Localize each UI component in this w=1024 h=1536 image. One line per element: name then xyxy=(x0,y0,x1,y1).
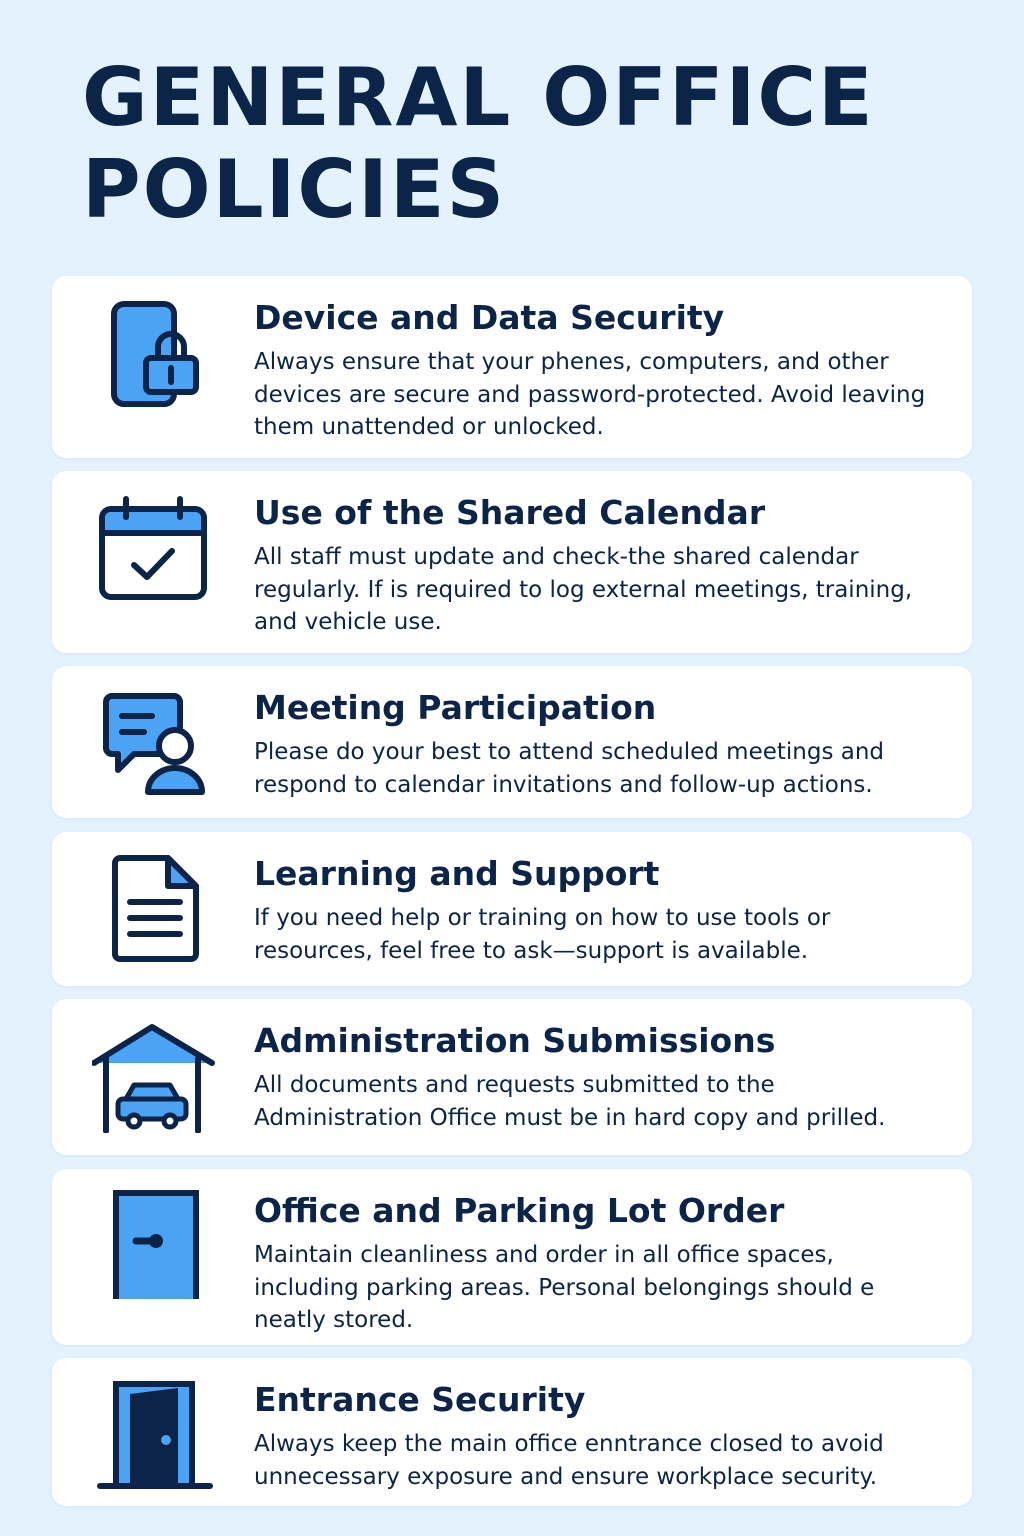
page-title: GENERAL OFFICE POLICIES xyxy=(82,51,875,236)
policy-heading: Meeting Participation xyxy=(254,688,657,727)
entrance-door-icon xyxy=(92,1380,222,1490)
policy-text: If you need help or training on how to use tools or resources, feel free to ask—support is available. xyxy=(254,905,831,964)
policy-card-administration-submissions xyxy=(52,999,972,1155)
policy-heading: Entrance Security xyxy=(254,1380,586,1419)
policy-card-meeting-participation xyxy=(52,666,972,818)
policy-heading: Learning and Support xyxy=(254,854,660,893)
policy-text: Always keep the main office enntrance closed to avoid unnecessary exposure and ensure workplace security. xyxy=(254,1431,884,1490)
policy-heading: Device and Data Security xyxy=(254,298,725,337)
policy-text: Maintain cleanliness and order in all office spaces, including parking areas. Personal belongings should e neatly stored. xyxy=(254,1242,875,1333)
calendar-check-icon xyxy=(92,495,222,605)
document-icon xyxy=(92,854,222,964)
policy-heading: Administration Submissions xyxy=(254,1021,776,1060)
garage-car-icon xyxy=(92,1023,222,1133)
policy-text: Always ensure that your phenes, computers, and other devices are secure and password-protected. Avoid leaving them unattended or unlocked. xyxy=(254,349,926,440)
policy-card-entrance-security xyxy=(52,1358,972,1506)
policy-card-learning-support xyxy=(52,832,972,986)
policy-text: Please do your best to attend scheduled meetings and respond to calendar invitations and follow-up actions. xyxy=(254,739,885,798)
policy-card-shared-calendar xyxy=(52,471,972,653)
chat-person-icon xyxy=(92,686,222,796)
policy-card-device-security xyxy=(52,276,972,458)
locked-phone-icon xyxy=(92,300,222,410)
policy-text: All documents and requests submitted to the Administration Office must be in hard copy and prilled. xyxy=(254,1072,886,1131)
policy-card-office-parking-order xyxy=(52,1169,972,1345)
policy-text: All staff must update and check-the shared calendar regularly. If is required to log external meetings, training, and vehicle use. xyxy=(254,544,913,635)
policy-heading: Office and Parking Lot Order xyxy=(254,1191,785,1230)
policy-heading: Use of the Shared Calendar xyxy=(254,493,766,532)
door-icon xyxy=(92,1189,222,1299)
